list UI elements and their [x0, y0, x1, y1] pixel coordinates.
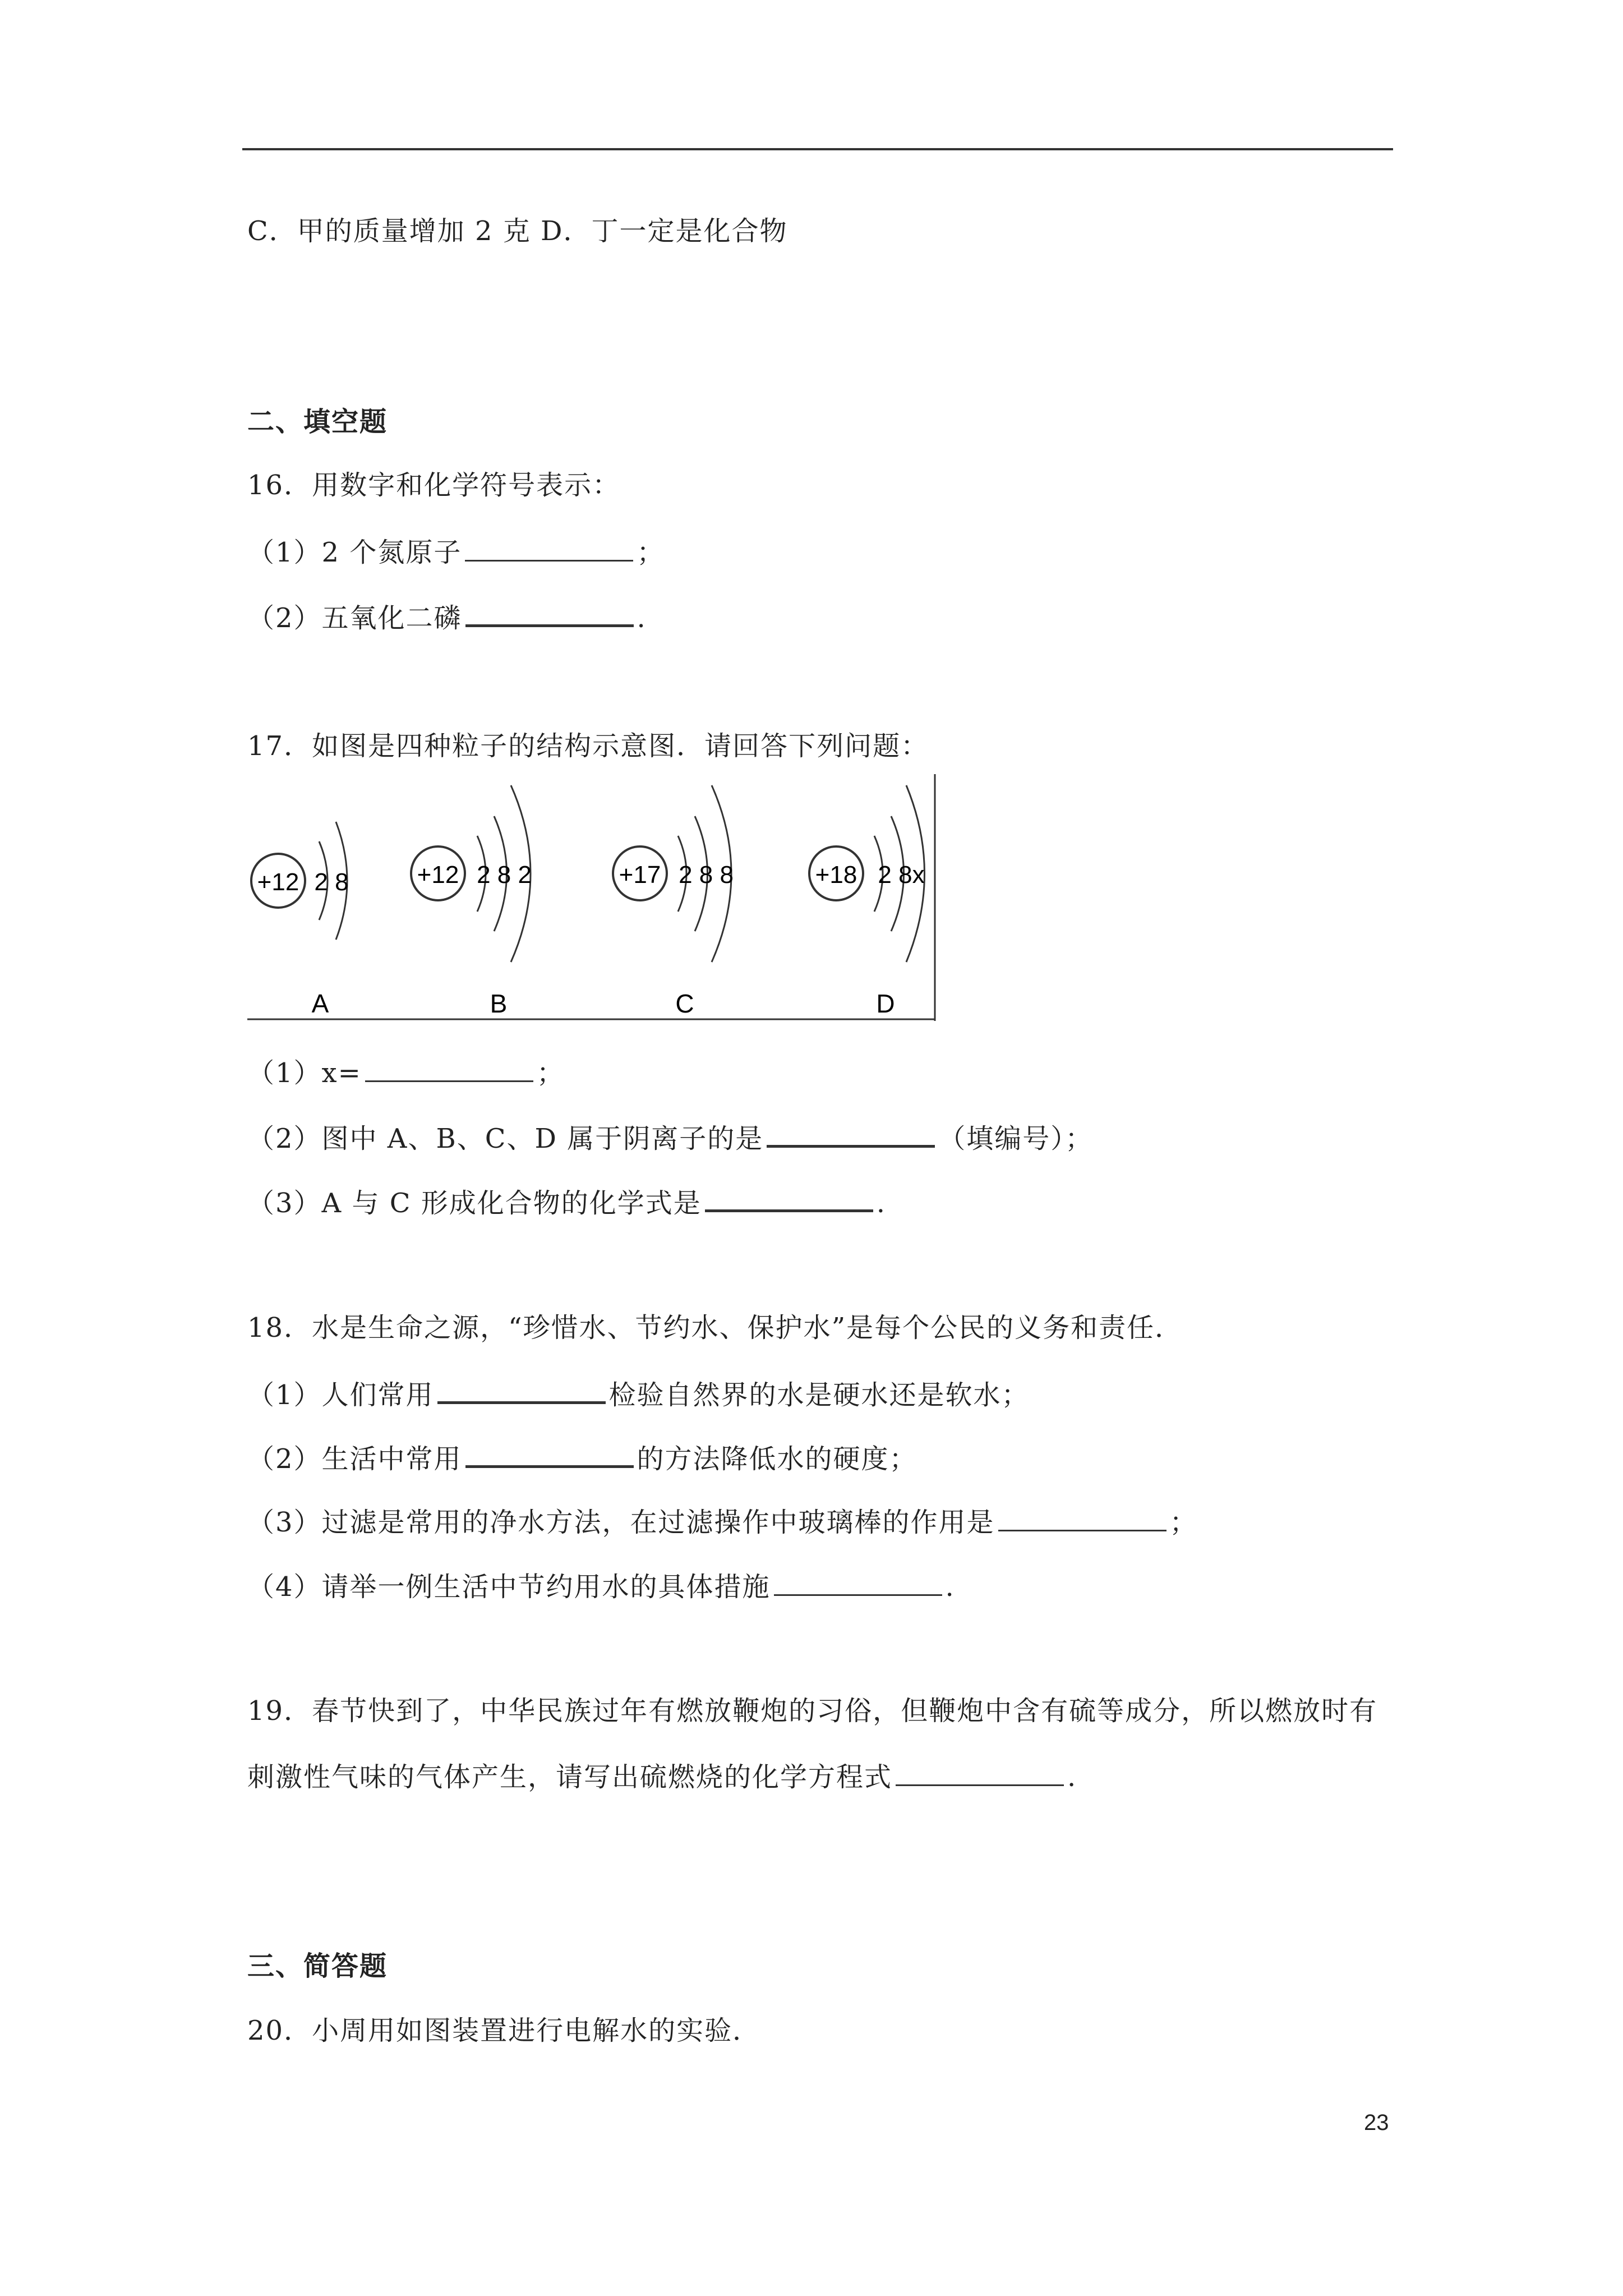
q18-part4-prefix: （4）请举一例生活中节约用水的具体措施	[247, 1571, 771, 1603]
particle-structure-diagram	[247, 774, 940, 1021]
q16-part1	[247, 534, 665, 569]
particle-a-label: A	[311, 989, 329, 1018]
q17-part1	[247, 1055, 565, 1090]
particle-a-shells: 2 8	[314, 868, 349, 896]
particle-b-shells: 2 8 2	[477, 861, 532, 889]
particle-d	[809, 785, 925, 1018]
q18-part2-suffix: 的方法降低水的硬度；	[637, 1443, 917, 1475]
particle-c-nucleus: +17	[619, 861, 661, 889]
particle-b	[411, 785, 532, 1018]
q18-part1-prefix: （1）人们常用	[247, 1379, 434, 1411]
q18-part4-suffix: .	[945, 1571, 955, 1603]
q18-part3	[247, 1504, 1198, 1539]
particle-b-label: B	[490, 989, 508, 1018]
section-3-title: 三、简答题	[247, 1950, 388, 1982]
q16-stem: 16．用数字和化学符号表示：	[247, 470, 621, 501]
q16-part1-blank[interactable]	[465, 534, 633, 562]
q18-part1-blank[interactable]	[437, 1375, 606, 1404]
q16-part1-prefix: （1）2 个氮原子	[247, 537, 462, 568]
q19-line2	[247, 1759, 1077, 1794]
q18-part1	[247, 1375, 1030, 1412]
q17-stem: 17．如图是四种粒子的结构示意图．请回答下列问题：	[247, 730, 929, 762]
q18-part3-prefix: （3）过滤是常用的净水方法，在过滤操作中玻璃棒的作用是	[247, 1507, 995, 1538]
q17-part3-blank[interactable]	[705, 1184, 873, 1212]
q20-stem: 20．小周用如图装置进行电解水的实验．	[247, 2015, 761, 2046]
q18-part2-blank[interactable]	[465, 1439, 634, 1468]
q17-part3-suffix: .	[876, 1188, 886, 1219]
q18-part4	[247, 1568, 955, 1604]
q16-part2-suffix: .	[637, 602, 647, 634]
q19-line2-suffix: .	[1067, 1761, 1077, 1793]
section-2-title: 二、填空题	[247, 406, 388, 438]
q18-part4-blank[interactable]	[774, 1568, 942, 1596]
q17-part1-blank[interactable]	[365, 1055, 533, 1082]
q17-part2-prefix: （2）图中 A、B、C、D 属于阴离子的是	[247, 1123, 764, 1154]
particle-d-shells: 2 8x	[878, 861, 925, 889]
q18-part3-suffix: ；	[1169, 1507, 1198, 1538]
particle-d-nucleus: +18	[815, 861, 857, 889]
particle-b-nucleus: +12	[417, 861, 459, 889]
q17-part3	[247, 1184, 886, 1220]
q17-part2	[247, 1119, 1093, 1156]
particle-c-shells: 2 8 8	[679, 861, 734, 889]
q16-part1-suffix: ；	[637, 537, 665, 568]
particle-d-label: D	[876, 989, 895, 1018]
page-number: 23	[1364, 2110, 1389, 2135]
q18-stem: 18．水是生命之源，“珍惜水、节约水、保护水”是每个公民的义务和责任．	[247, 1312, 1183, 1343]
particle-a	[251, 822, 349, 1018]
q18-part1-suffix: 检验自然界的水是硬水还是软水；	[608, 1379, 1030, 1411]
particle-a-nucleus: +12	[257, 868, 299, 896]
header-rule	[242, 148, 1393, 150]
particle-c-label: C	[675, 989, 694, 1018]
particle-c	[613, 785, 734, 1018]
q18-part3-blank[interactable]	[998, 1504, 1166, 1531]
q19-line1: 19．春节快到了，中华民族过年有燃放鞭炮的习俗，但鞭炮中含有硫等成分，所以燃放时有	[247, 1695, 1378, 1727]
q16-part2	[247, 599, 647, 635]
q18-part2-prefix: （2）生活中常用	[247, 1443, 462, 1475]
q17-part1-suffix: ；	[536, 1057, 565, 1089]
q19-line2-prefix: 刺激性气味的气体产生，请写出硫燃烧的化学方程式	[247, 1761, 893, 1793]
q18-part2	[247, 1439, 917, 1476]
q17-part2-blank[interactable]	[767, 1119, 935, 1148]
q16-part2-prefix: （2）五氧化二磷	[247, 602, 462, 634]
q17-part2-suffix: （填编号）；	[938, 1123, 1094, 1154]
q17-part1-prefix: （1）x=	[247, 1057, 362, 1089]
q16-part2-blank[interactable]	[465, 599, 634, 627]
options-line: C．甲的质量增加 2 克 D．丁一定是化合物	[247, 215, 788, 247]
q19-blank[interactable]	[896, 1759, 1064, 1786]
q17-part3-prefix: （3）A 与 C 形成化合物的化学式是	[247, 1188, 702, 1219]
